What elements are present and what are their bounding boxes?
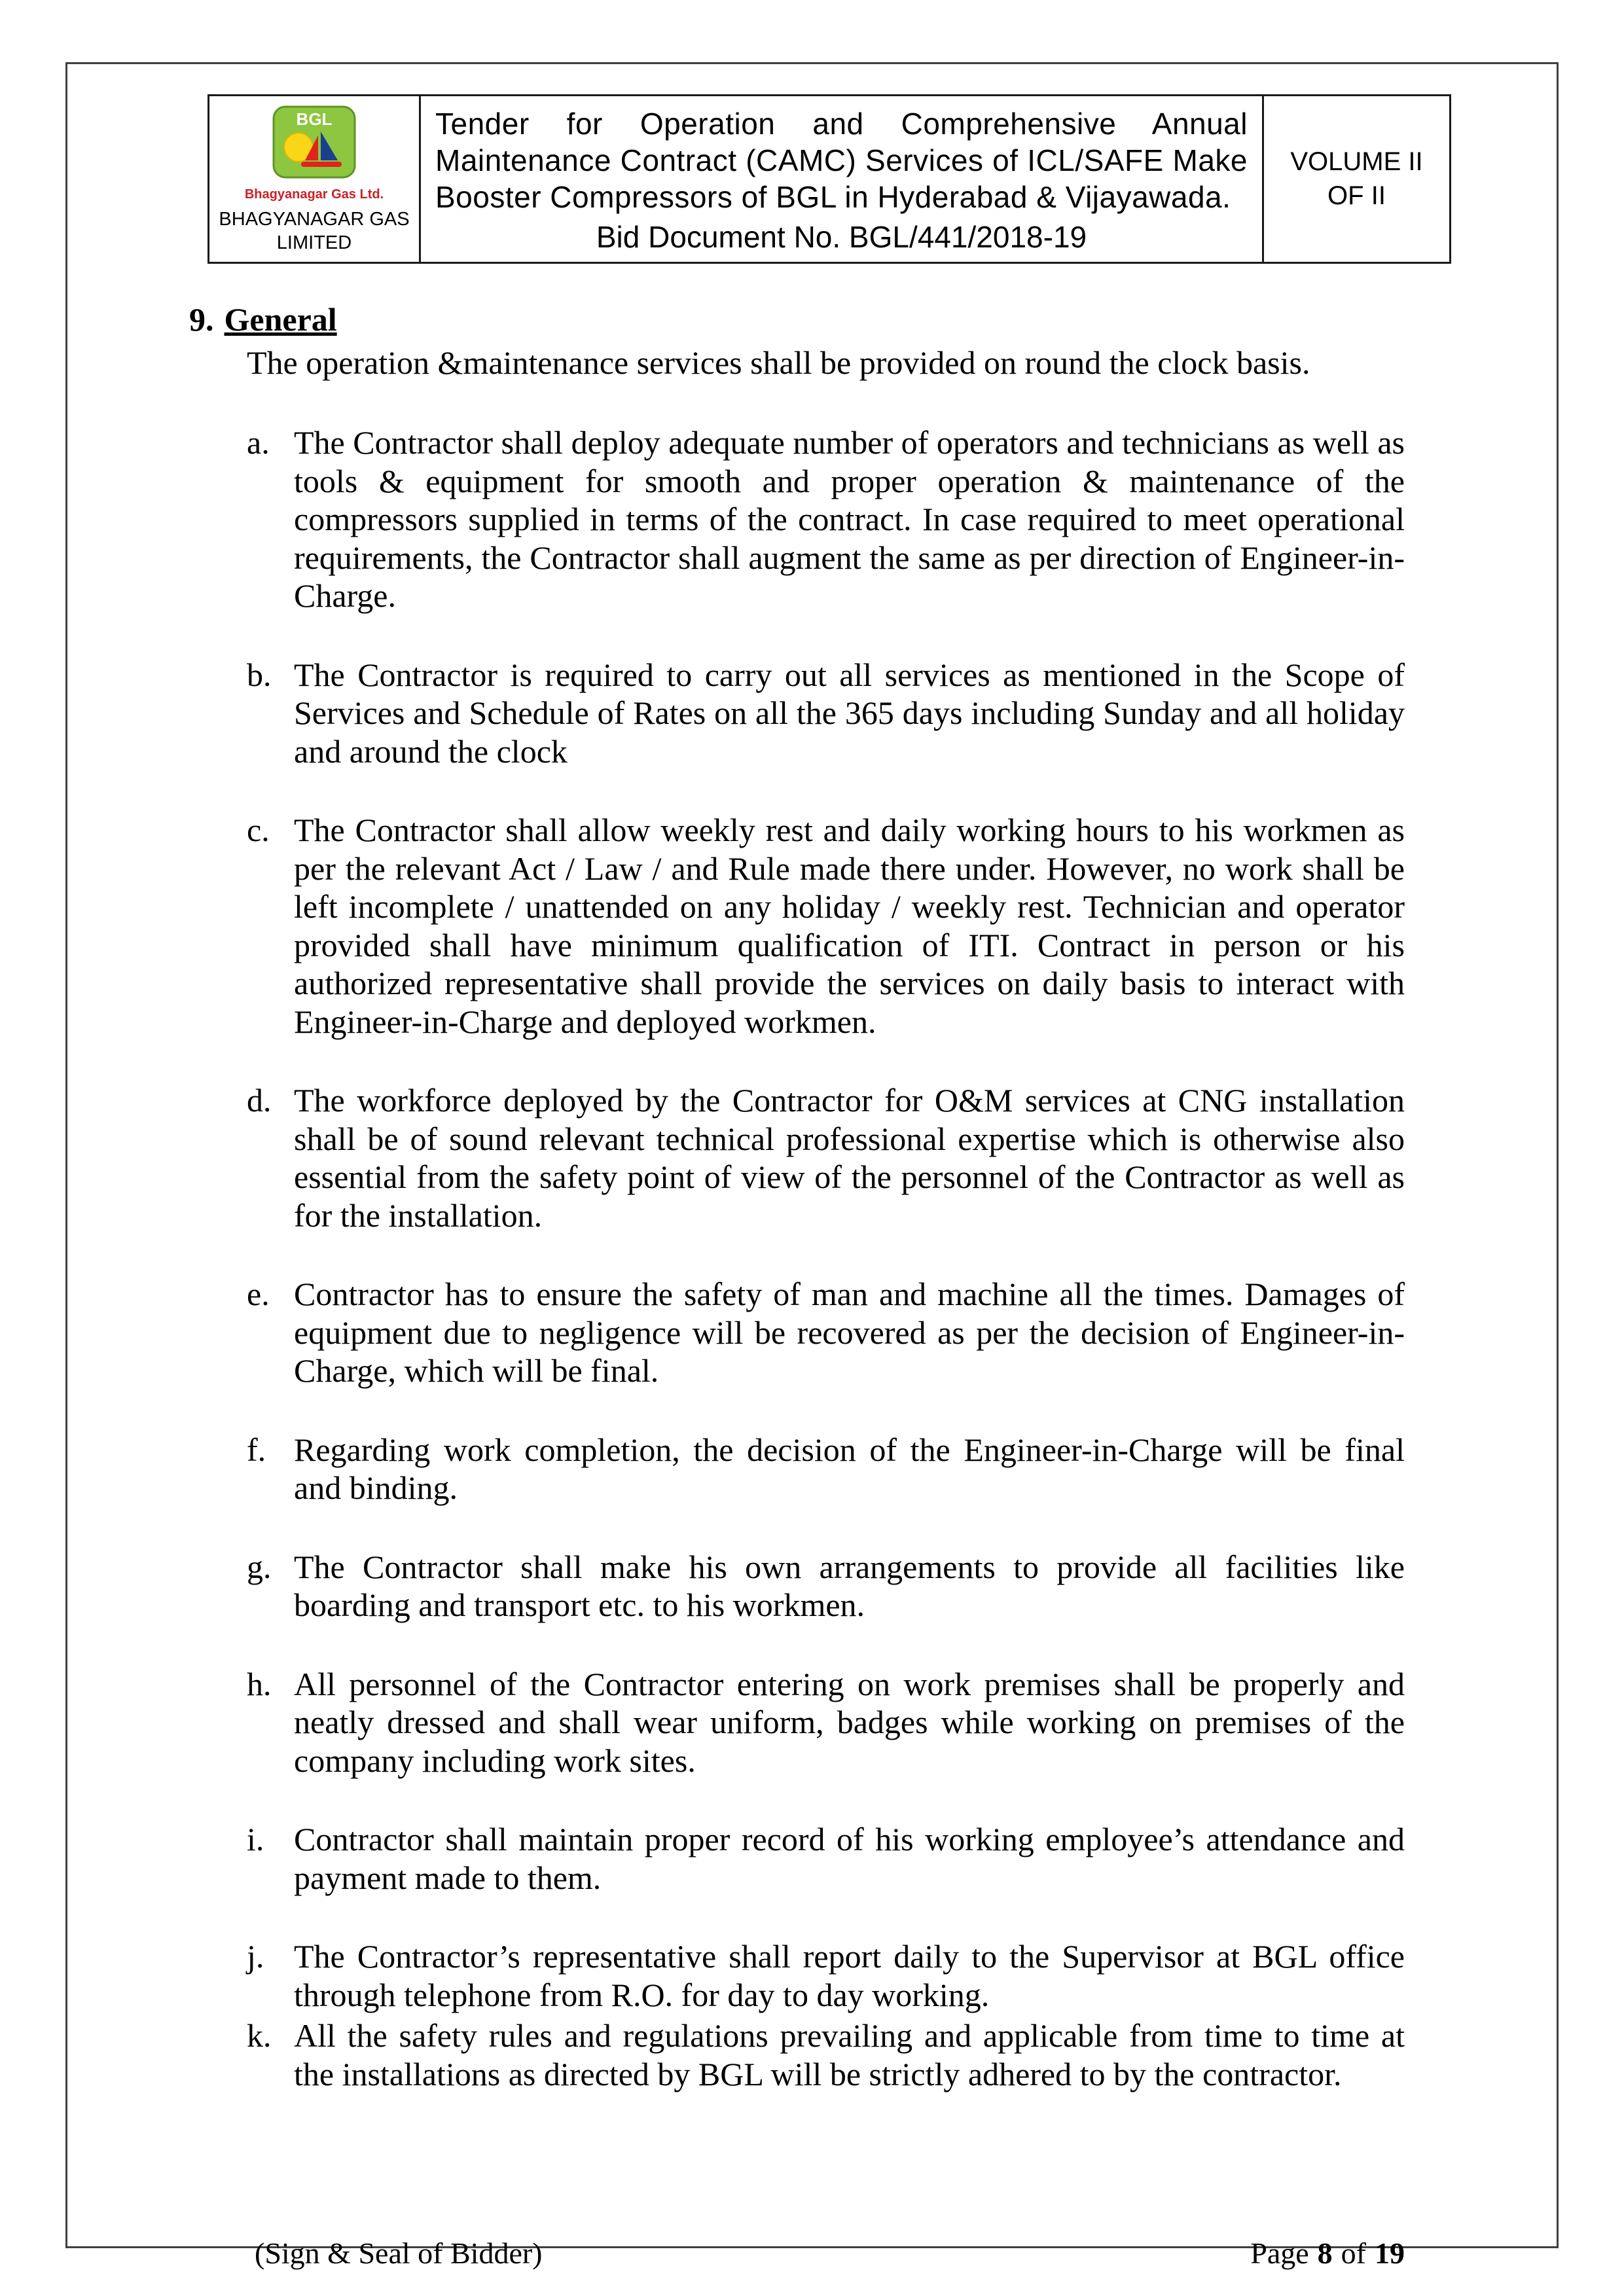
- item-letter: i.: [247, 1821, 264, 1857]
- section-number: 9.: [189, 300, 214, 338]
- item-text: All the safety rules and regulations prevailing and applicable from time to time at the installations as directed by BGL will be strictly adhered to by the contractor.: [294, 2017, 1405, 2092]
- page-number-indicator: [1250, 2236, 1405, 2270]
- list-item: [247, 423, 1405, 615]
- svg-text:BGL: BGL: [296, 109, 333, 129]
- list-item: [247, 2017, 1405, 2093]
- volume-cell: [1263, 96, 1451, 263]
- item-text: The Contractor shall make his own arrangements to provide all facilities like boarding and transport etc. to his workmen.: [294, 1548, 1405, 1623]
- list-item: [247, 811, 1405, 1041]
- item-text: All personnel of the Contractor entering on work premises shall be properly and neatly dressed and shall wear uniform, badges while working on premises of the company including work sites.: [294, 1665, 1405, 1779]
- item-letter: h.: [247, 1665, 272, 1702]
- list-item: [247, 1275, 1405, 1390]
- logo-caption: Bhagyanagar Gas Ltd.: [244, 187, 384, 202]
- item-letter: e.: [247, 1276, 270, 1312]
- title-cell: [420, 96, 1263, 263]
- header-table: [208, 94, 1451, 264]
- total-page-number: 19: [1375, 2236, 1405, 2270]
- list-item: [247, 1431, 1405, 1507]
- sign-seal-label: (Sign & Seal of Bidder): [255, 2236, 543, 2270]
- section-title: General: [224, 300, 337, 338]
- item-letter: f.: [247, 1431, 266, 1468]
- item-letter: d.: [247, 1082, 272, 1119]
- item-text: The Contractor’s representative shall report daily to the Supervisor at BGL office through telephone from R.O. for day to day working.: [294, 1938, 1405, 2013]
- current-page-number: 8: [1317, 2236, 1333, 2270]
- item-text: The Contractor shall deploy adequate number of operators and technicians as well as tools & equipment for smooth and proper operation & maintenance of the compressors supplied in terms of the contract. In case required to meet operational requirements, the Contractor shall augment the same as per direction of Engineer-in-Charge.: [294, 424, 1405, 614]
- item-text: The Contractor shall allow weekly rest and daily working hours to his workmen as per the relevant Act / Law / and Rule made there under. However, no work shall be left incomplete / unattended on any holiday / weekly rest. Technician and operator provided shall have minimum qualification of ITI. Contract in person or his authorized representative shall provide the services on daily basis to interact with Engineer-in-Charge and deployed workmen.: [294, 812, 1405, 1040]
- logo-cell: [209, 96, 420, 263]
- bid-document-number: Bid Document No. BGL/441/2018-19: [596, 220, 1087, 255]
- volume-label: VOLUME II OF II: [1290, 147, 1423, 211]
- document-body: [67, 264, 1557, 2094]
- item-text: The Contractor is required to carry out all services as mentioned in the Scope of Services and Schedule of Rates on all the 365 days including Sunday and all holiday and around the clock: [294, 656, 1405, 770]
- of-word: of: [1341, 2236, 1366, 2270]
- clause-list: [247, 423, 1405, 2093]
- tender-title: Tender for Operation and Comprehensive Annual Maintenance Contract (CAMC) Services of ICL/SAFE Make Booster Compressors of BGL in Hyderabad & Vijayawada.: [435, 107, 1248, 215]
- item-text: Contractor has to ensure the safety of man and machine all the times. Damages of equipment due to negligence will be recovered as per the decision of Engineer-in-Charge, which will be final.: [294, 1276, 1405, 1389]
- section-intro: The operation &maintenance services shall be provided on round the clock basis.: [247, 344, 1310, 381]
- list-item: [247, 1548, 1405, 1624]
- bgl-logo-icon: [264, 105, 364, 183]
- page-word: Page: [1250, 2236, 1309, 2270]
- item-text: Contractor shall maintain proper record of his working employee’s attendance and payment made to them.: [294, 1821, 1405, 1896]
- item-text: Regarding work completion, the decision of the Engineer-in-Charge will be final and binding.: [294, 1431, 1405, 1506]
- company-name: BHAGYANAGAR GAS LIMITED: [219, 209, 410, 254]
- item-letter: a.: [247, 424, 270, 461]
- item-letter: g.: [247, 1548, 272, 1585]
- list-item: [247, 1820, 1405, 1897]
- list-item: [247, 1937, 1405, 2014]
- item-letter: c.: [247, 812, 270, 848]
- item-letter: k.: [247, 2017, 272, 2054]
- page-footer: [255, 2236, 1405, 2270]
- list-item: [247, 1081, 1405, 1234]
- list-item: [247, 656, 1405, 771]
- list-item: [247, 1665, 1405, 1780]
- item-text: The workforce deployed by the Contractor for O&M services at CNG installation shall be of sound relevant technical professional expertise which is otherwise also essential from the safety point of view of the personnel of the Contractor as well as for the installation.: [294, 1082, 1405, 1234]
- item-letter: b.: [247, 656, 272, 693]
- item-letter: j.: [247, 1938, 264, 1975]
- page-border: [65, 62, 1559, 2270]
- section-heading: [189, 300, 1405, 338]
